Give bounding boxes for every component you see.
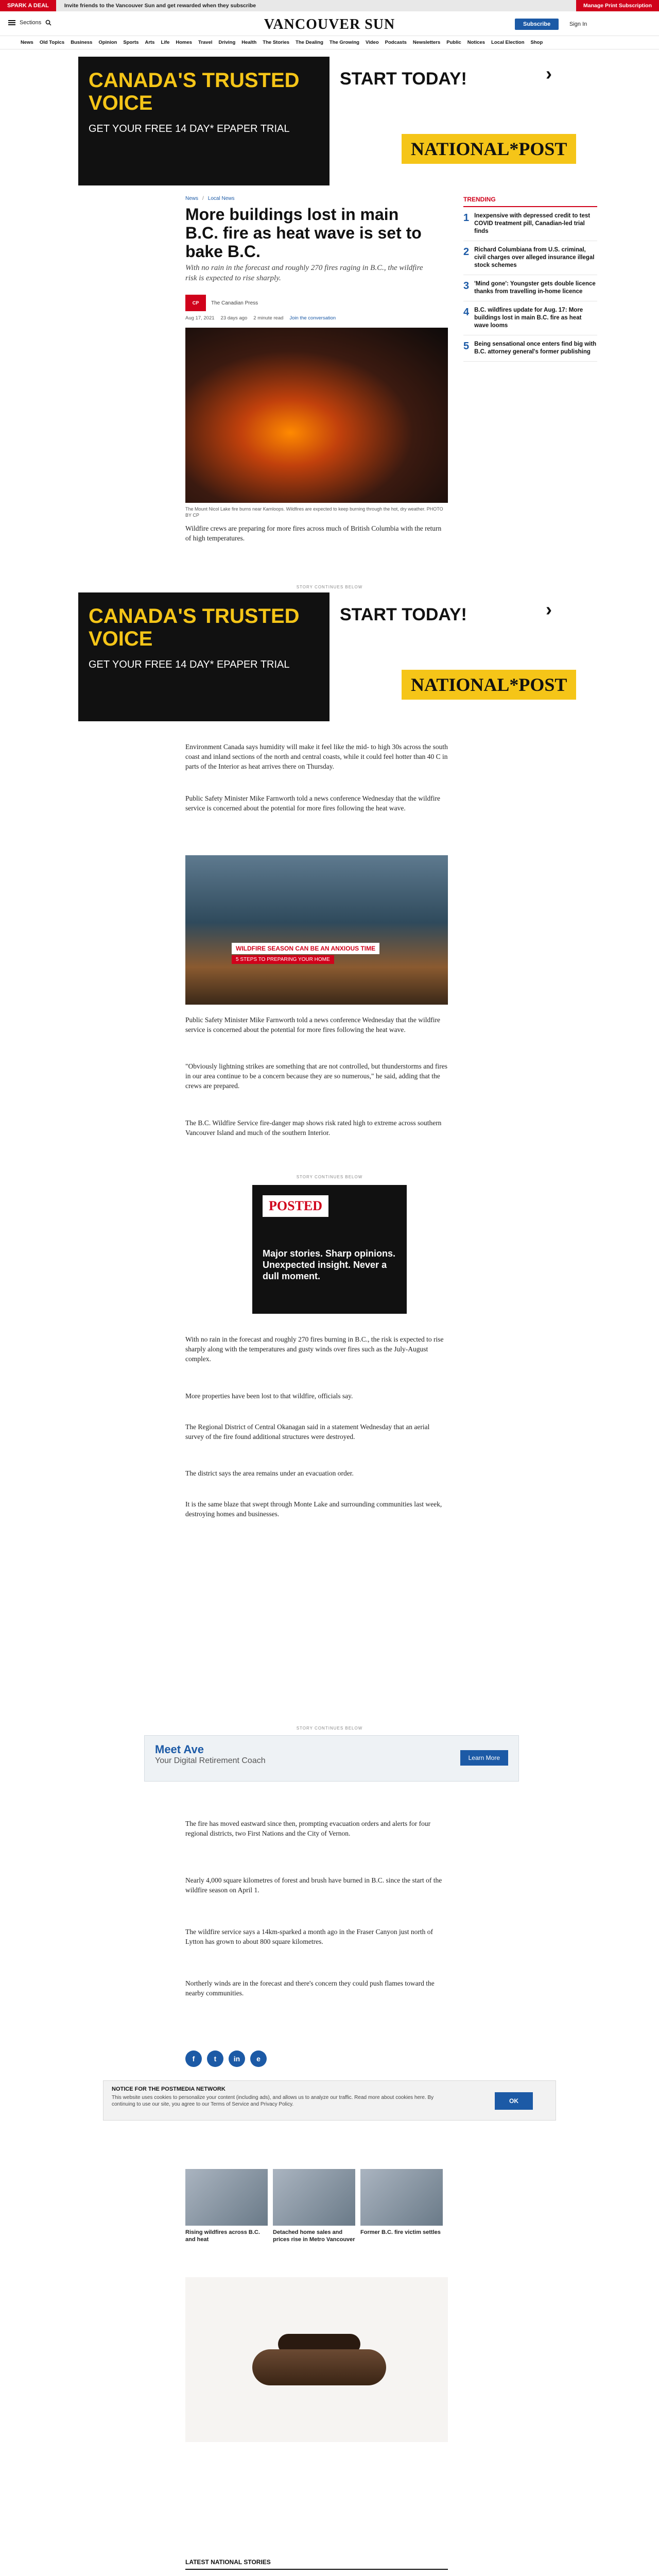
ad-subtext: GET YOUR FREE 14 DAY* EPAPER TRIAL — [89, 123, 290, 134]
promo-brand[interactable]: SPARK A DEAL — [0, 0, 56, 11]
main-nav — [0, 36, 659, 49]
article-paragraph: The fire has moved eastward since then, prompting evacuation orders and alerts for four regional districts, two First Nations and the City of Vernon. — [185, 1820, 431, 1837]
sections-label[interactable]: Sections — [20, 20, 42, 26]
ad-leaderboard-mid[interactable] — [78, 592, 581, 721]
related-title[interactable]: Detached home sales and prices rise in Metro Vancouver — [273, 2229, 355, 2243]
ad-cta: START TODAY! — [340, 69, 467, 89]
breadcrumb-separator: / — [202, 196, 204, 201]
related-card[interactable] — [360, 2169, 443, 2243]
nav-item[interactable]: Arts — [145, 40, 155, 45]
ad-headline: CANADA'S TRUSTED VOICE — [89, 69, 300, 114]
ad-label: STORY CONTINUES BELOW — [296, 1175, 363, 1179]
article-paragraph: It is the same blaze that swept through Monte Lake and surrounding communities last week, destroying homes and businesses. — [185, 1500, 442, 1518]
article-paragraph: The Regional District of Central Okanagan said in a statement Wednesday that an aerial survey of the fire found additional structures were destroyed. — [185, 1423, 430, 1440]
trending-headline[interactable]: Inexpensive with depressed credit to test COVID treatment pill, Canadian-led trial finds — [474, 213, 591, 234]
trending-rank: 2 — [463, 246, 470, 258]
sandal-sole — [252, 2349, 386, 2385]
ad-brand-logo: NATIONAL*POST — [402, 134, 576, 164]
notice-ok-button[interactable]: OK — [495, 2092, 533, 2110]
twitter-share-icon[interactable]: t — [207, 2050, 223, 2067]
ad-posted-text: Major stories. Sharp opinions. Unexpected insight. Never a dull moment. — [263, 1248, 396, 1281]
trending-item[interactable] — [463, 275, 597, 301]
publish-date: Aug 17, 2021 — [185, 315, 215, 321]
article-paragraph: Nearly 4,000 square kilometres of forest and brush have burned in B.C. since the start of the wildfire season on April 1. — [185, 1876, 442, 1894]
trending-item[interactable] — [463, 241, 597, 275]
nav-item[interactable]: News — [21, 40, 33, 45]
ad-cta: START TODAY! — [340, 605, 467, 624]
video-player[interactable] — [185, 855, 448, 1005]
article-paragraph: Public Safety Minister Mike Farnworth told a news conference Wednesday that the wildfire service is concerned about the potential for more fires following the heat wave. — [185, 1016, 441, 1033]
breadcrumb — [185, 196, 235, 201]
article-paragraph: Public Safety Minister Mike Farnworth told a news conference Wednesday that the wildfire service is concerned about the potential for more fires following the heat wave. — [185, 794, 441, 812]
read-time: 2 minute read — [253, 315, 284, 321]
related-title[interactable]: Rising wildfires across B.C. and heat — [185, 2229, 260, 2243]
share-bar — [185, 2050, 267, 2067]
ad-label: STORY CONTINUES BELOW — [296, 585, 363, 589]
video-title-band: WILDFIRE SEASON CAN BE AN ANXIOUS TIME — [232, 943, 379, 954]
article-paragraph: "Obviously lightning strikes are something that are not controlled, but thunderstorms and fires in our area continue to be a concern because they are so numerous," he said, adding that the crews are prepared. — [185, 1062, 448, 1090]
sign-in-link[interactable]: Sign In — [569, 21, 587, 27]
ad-sandal-product[interactable] — [185, 2277, 448, 2442]
nav-item[interactable]: Driving — [218, 40, 236, 45]
nav-item[interactable]: The Dealing — [296, 40, 323, 45]
promo-bar — [0, 0, 659, 11]
trending-rank: 3 — [463, 280, 470, 292]
site-logo[interactable]: VANCOUVER SUN — [264, 16, 395, 32]
relative-date: 23 days ago — [220, 315, 248, 321]
trending-item[interactable] — [463, 301, 597, 335]
article-paragraph: More properties have been lost to that wildfire, officials say. — [185, 1392, 353, 1400]
ad-brand-logo: NATIONAL*POST — [402, 670, 576, 700]
article-paragraph: Environment Canada says humidity will make it feel like the mid- to high 30s across the south coast and inland sections of the north and central coasts, while it could feel hotter than 40 C in parts of the Interior as heat arrives there on Thursday. — [185, 743, 448, 770]
nav-item[interactable]: Shop — [530, 40, 543, 45]
linkedin-share-icon[interactable]: in — [229, 2050, 245, 2067]
author-source[interactable]: The Canadian Press — [211, 300, 258, 306]
nav-item[interactable]: Local Election — [491, 40, 525, 45]
related-card[interactable] — [185, 2169, 268, 2243]
nav-item[interactable]: Business — [71, 40, 93, 45]
nav-item[interactable]: Newsletters — [412, 40, 441, 45]
cookie-notice — [103, 2080, 556, 2121]
hero-image-wildfire[interactable] — [185, 328, 448, 503]
article-paragraph: Northerly winds are in the forecast and there's concern they could push flames toward the nearby communities. — [185, 1979, 435, 1997]
nav-item[interactable]: Life — [161, 40, 170, 45]
subscribe-button[interactable]: Subscribe — [515, 19, 559, 30]
trending-headline[interactable]: Richard Columbiana from U.S. criminal, civil charges over alleged insurance illegal stock schemes — [474, 247, 595, 268]
notice-title: NOTICE FOR THE POSTMEDIA NETWORK — [112, 2086, 226, 2092]
author-block — [185, 295, 258, 311]
article-paragraph: Wildfire crews are preparing for more fires across much of British Columbia with the return of high temperatures. — [185, 524, 442, 542]
facebook-share-icon[interactable]: f — [185, 2050, 202, 2067]
related-thumbnail[interactable] — [360, 2169, 443, 2226]
ad-posted-logo: POSTED — [263, 1195, 328, 1217]
nav-item[interactable]: Notices — [467, 40, 485, 45]
join-conversation-link[interactable]: Join the conversation — [289, 315, 336, 321]
notice-body: This website uses cookies to personalize your content (including ads), and allows us to analyze our traffic. Read more about cookies here. By continuing to use our site, you agree to our Terms of Service and Privacy Policy. — [112, 2095, 434, 2107]
article-paragraph: The B.C. Wildfire Service fire-danger map shows risk rated high to extreme across southern Vancouver Island and much of the southern Interior. — [185, 1119, 442, 1137]
nav-item[interactable]: Health — [241, 40, 257, 45]
trending-rank: 5 — [463, 341, 470, 352]
nav-item[interactable]: Podcasts — [385, 40, 407, 45]
nav-item[interactable]: Sports — [123, 40, 139, 45]
trending-rank: 4 — [463, 307, 470, 318]
nav-item[interactable]: Travel — [198, 40, 213, 45]
manage-subscription-button[interactable]: Manage Print Subscription — [576, 0, 659, 11]
article-deck: With no rain in the forecast and roughly 270 fires raging in B.C., the wildfire risk is expected to rise sharply. — [185, 264, 423, 282]
ad-leaderboard-top[interactable] — [78, 57, 581, 185]
site-header — [0, 11, 659, 36]
trending-item[interactable] — [463, 335, 597, 362]
nav-item[interactable]: Opinion — [98, 40, 117, 45]
article-headline: More buildings lost in main B.C. fire as heat wave is set to bake B.C. — [185, 205, 422, 261]
ad-ave-subtitle: Your Digital Retirement Coach — [155, 1756, 266, 1765]
trending-headline[interactable]: Being sensational once enters find big with B.C. attorney general's former publishing — [474, 341, 597, 355]
latest-title: LATEST NATIONAL STORIES — [185, 2558, 448, 2570]
related-thumbnail[interactable] — [273, 2169, 355, 2226]
hero-caption: The Mount Nicol Lake fire burns near Kamloops. Wildfires are expected to keep burning through the hot, dry weather. PHOTO BY CP — [185, 506, 443, 518]
canadian-press-logo: CP — [185, 295, 206, 311]
ad-subtext: GET YOUR FREE 14 DAY* EPAPER TRIAL — [89, 659, 290, 670]
email-share-icon[interactable]: e — [250, 2050, 267, 2067]
trending-headline[interactable]: 'Mind gone': Youngster gets double licence thanks from travelling in-home licence — [474, 281, 596, 295]
article-meta — [185, 315, 336, 321]
nav-item[interactable]: Old Topics — [39, 40, 65, 45]
trending-sidebar — [463, 196, 597, 362]
ad-ave-title: Meet Ave — [155, 1743, 204, 1756]
related-thumbnail[interactable] — [185, 2169, 268, 2226]
ad-headline: CANADA'S TRUSTED VOICE — [89, 605, 300, 650]
promo-message[interactable]: Invite friends to the Vancouver Sun and get rewarded when they subscribe — [64, 3, 256, 9]
trending-rank: 1 — [463, 212, 470, 224]
nav-item[interactable]: Homes — [176, 40, 193, 45]
related-card[interactable] — [273, 2169, 355, 2243]
related-title[interactable]: Former B.C. fire victim settles — [360, 2229, 441, 2235]
related-stories — [185, 2169, 443, 2243]
article-paragraph: The district says the area remains under an evacuation order. — [185, 1469, 354, 1477]
latest-story[interactable] — [185, 2570, 448, 2576]
arrow-right-icon: › — [546, 599, 552, 620]
ad-ave-button[interactable]: Learn More — [460, 1750, 508, 1766]
breadcrumb-news[interactable]: News — [185, 196, 199, 201]
trending-item[interactable] — [463, 207, 597, 241]
nav-item[interactable]: The Stories — [263, 40, 290, 45]
trending-headline[interactable]: B.C. wildfires update for Aug. 17: More buildings lost in main B.C. fire as heat wave looms — [474, 307, 583, 329]
article-paragraph: The wildfire service says a 14km-sparked a month ago in the Fraser Canyon just north of Lytton has grown to about 800 square kilometres. — [185, 1928, 433, 1945]
ad-label: STORY CONTINUES BELOW — [296, 1726, 363, 1731]
nav-item[interactable]: Public — [446, 40, 461, 45]
ad-banner-ave[interactable] — [144, 1735, 519, 1782]
ad-square-posted[interactable] — [252, 1185, 407, 1314]
nav-item[interactable]: Video — [365, 40, 379, 45]
breadcrumb-local-news[interactable]: Local News — [207, 196, 235, 201]
trending-title: TRENDING — [463, 196, 597, 207]
video-subtitle-band: 5 STEPS TO PREPARING YOUR HOME — [232, 955, 334, 964]
article-paragraph: With no rain in the forecast and roughly 270 fires burning in B.C., the risk is expected to rise sharply along with the temperatures and gusty winds over fires such as the July-August complex. — [185, 1335, 444, 1363]
arrow-right-icon: › — [546, 63, 552, 84]
latest-national-stories — [185, 2558, 448, 2576]
nav-item[interactable]: The Growing — [329, 40, 359, 45]
